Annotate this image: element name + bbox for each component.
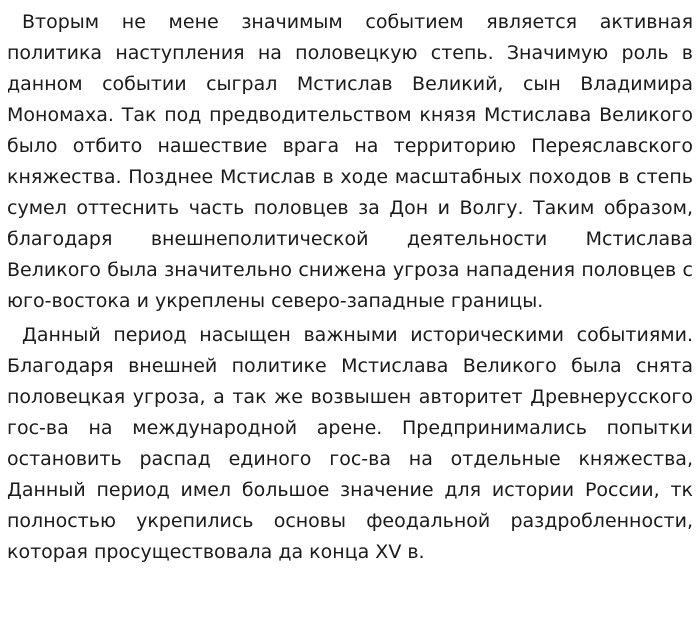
- paragraph-period-significance: Данный период насыщен важными историческими событиями. Благодаря внешней политике Мстислава Великого была снята половецкая угроза, а так же возвышен авторитет Древнерусского гос-ва на международной арене. Предпринимались попытки остановить распад единого гос-ва на отдельные княжества, Данный период имел большое значение для истории России, тк полностью укрепились основы феодальной раздробленности, которая просуществовала да конца XV в.: [7, 324, 693, 563]
- paragraph-mstislav-campaigns: Вторым не мене значимым событием является активная политика наступления на половецкую степь. Значимую роль в данном событии сыграл Мстислав Великий, сын Владимира Мономаха. Так под предводительством князя Мстислава Великого было отбито нашествие врага на территорию Переяславского княжества. Позднее Мстислав в ходе масштабных походов в степь сумел оттеснить часть половцев за Дон и Волгу. Таким образом, благодаря внешнеполитической деятельности Мстислава Великого была значительно снижена угроза нападения половцев с юго-востока и укреплены северо-западные границы.: [7, 11, 693, 312]
- document-body: [7, 7, 693, 568]
